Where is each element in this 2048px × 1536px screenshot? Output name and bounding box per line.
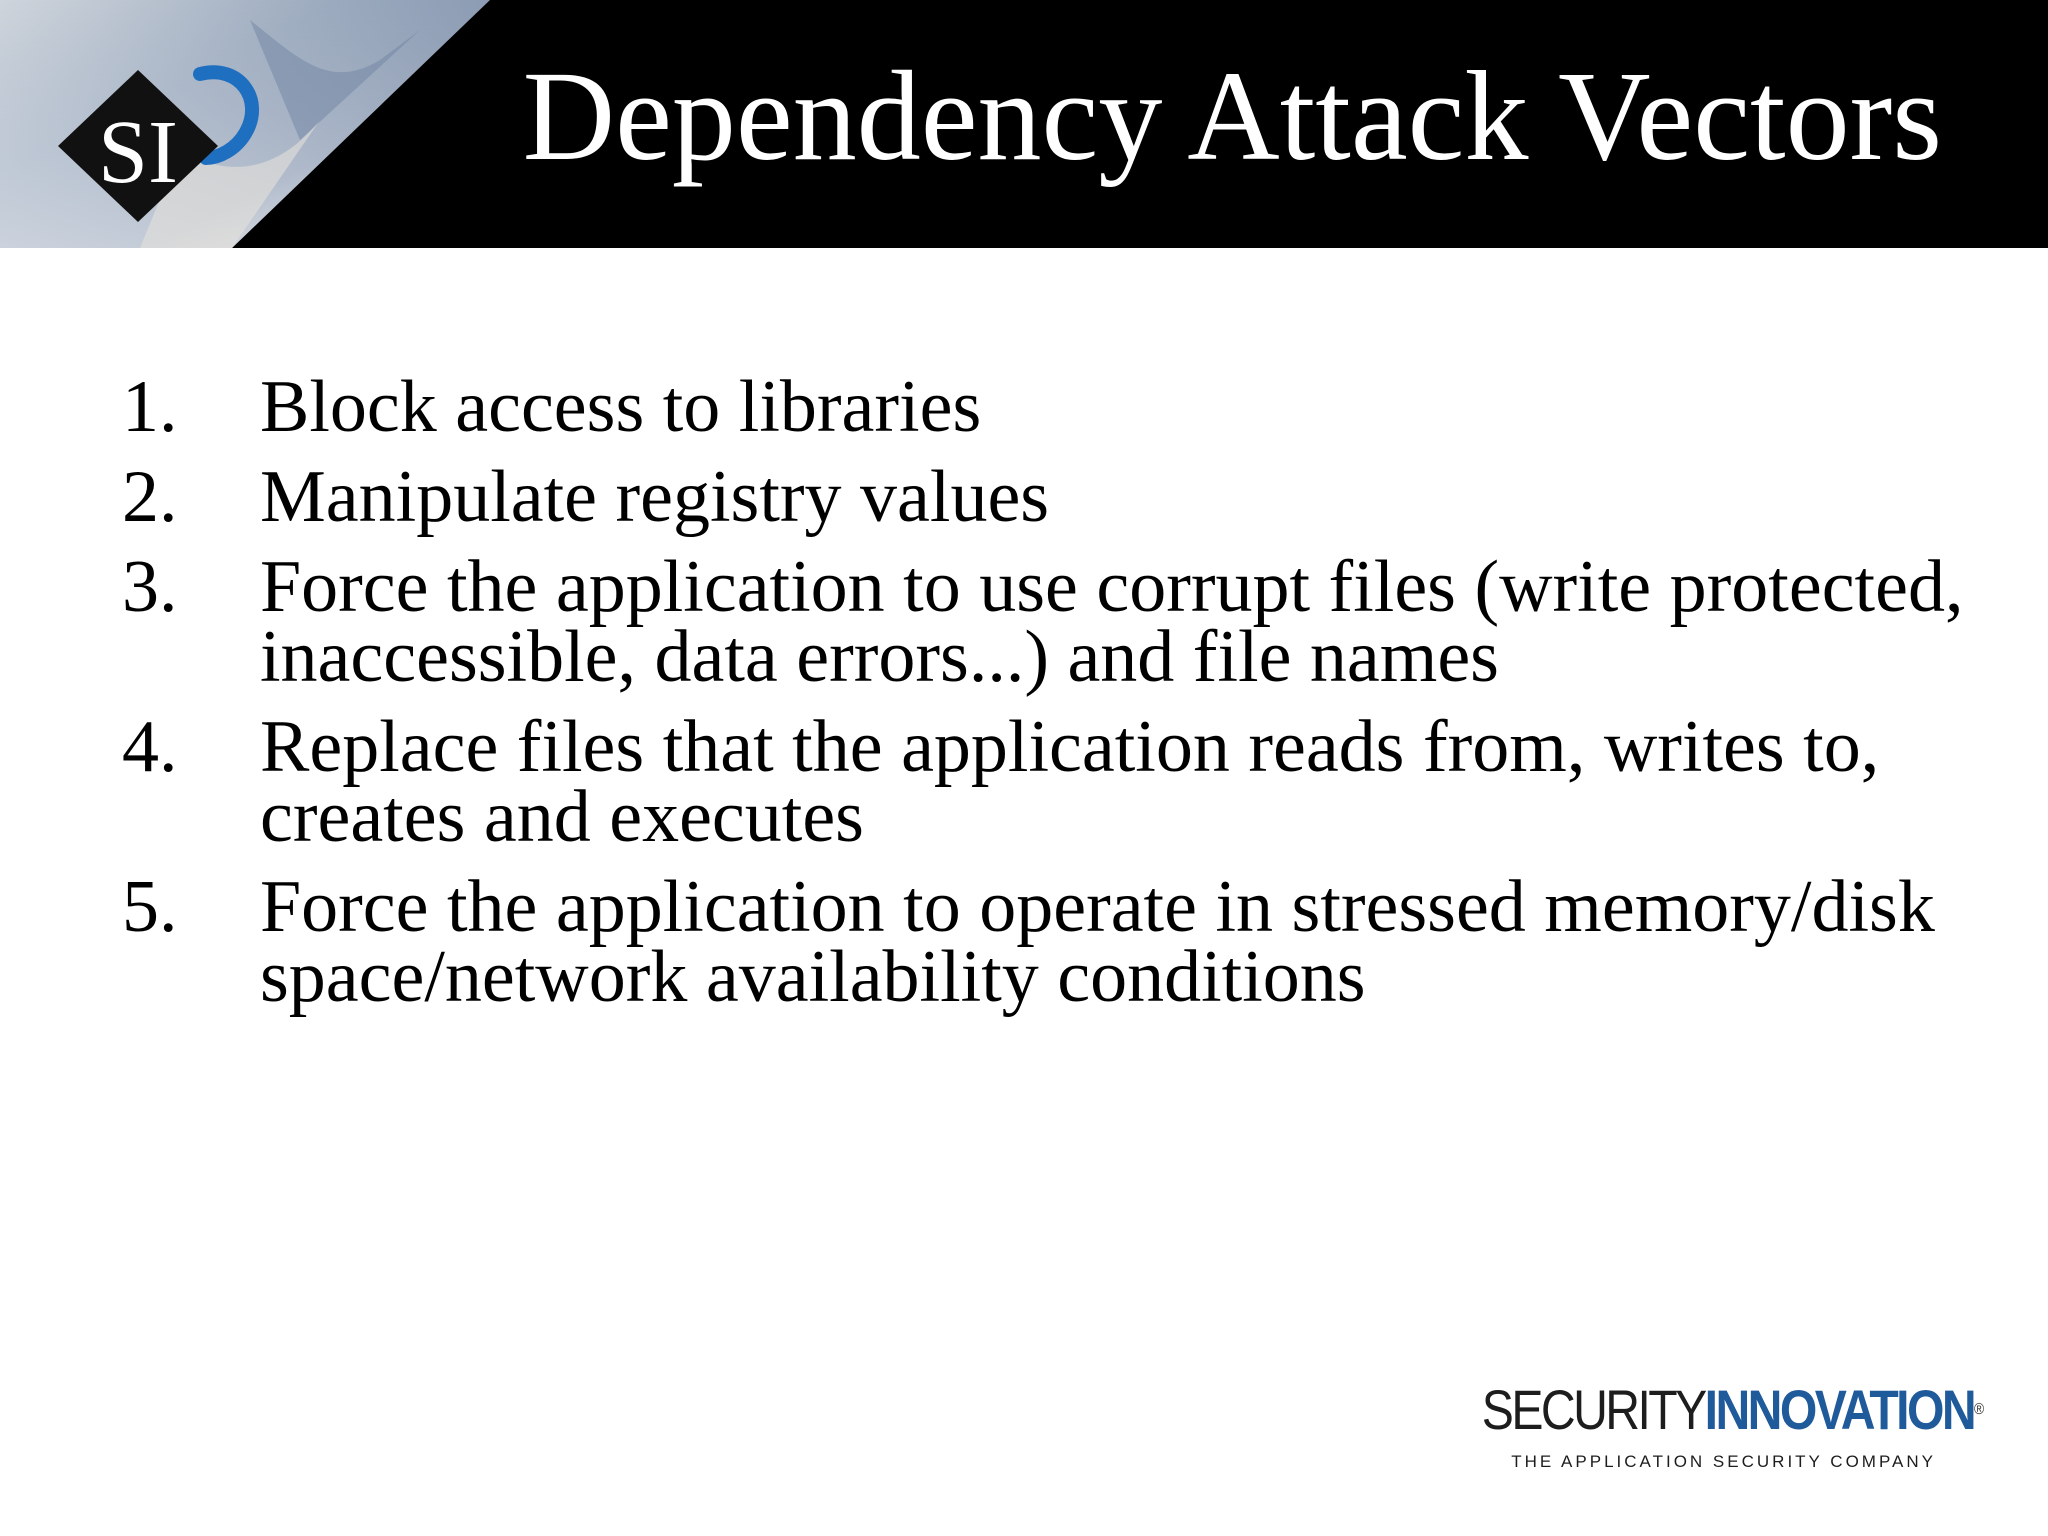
list-item — [122, 366, 2022, 448]
item-text: Block access to libraries — [260, 366, 982, 448]
si-diamond-logo — [50, 48, 260, 228]
brand-name — [1482, 1380, 1984, 1440]
item-text: Force the application to use corrupt files (write protected, inaccessible, data errors...) and file names — [260, 546, 1964, 698]
brand-innovation: INNOVATION — [1704, 1378, 1974, 1441]
brand-security: SECURITY — [1481, 1378, 1705, 1441]
item-number: 4. — [122, 706, 178, 788]
slide-title: Dependency Attack Vectors — [522, 45, 1942, 187]
item-number: 2. — [122, 456, 178, 538]
list-item — [122, 706, 2022, 858]
item-number: 1. — [122, 366, 178, 448]
list-item — [122, 456, 2022, 538]
brand-tagline: THE APPLICATION SECURITY COMPANY — [1511, 1452, 1936, 1471]
list-item — [122, 546, 2022, 698]
header-band — [0, 0, 2048, 248]
registered-mark: ® — [1973, 1401, 1984, 1418]
security-innovation-logo — [1464, 1380, 1984, 1490]
attack-vector-list — [122, 366, 2022, 1032]
item-text: Force the application to operate in stressed memory/disk space/network availability conditions — [260, 866, 1935, 1018]
item-text: Manipulate registry values — [260, 456, 1050, 538]
item-number: 5. — [122, 866, 178, 948]
si-logo-letters: SI — [97, 103, 179, 202]
list-item — [122, 866, 2022, 1018]
item-number: 3. — [122, 546, 178, 628]
item-text: Replace files that the application reads from, writes to, creates and executes — [260, 706, 1880, 858]
